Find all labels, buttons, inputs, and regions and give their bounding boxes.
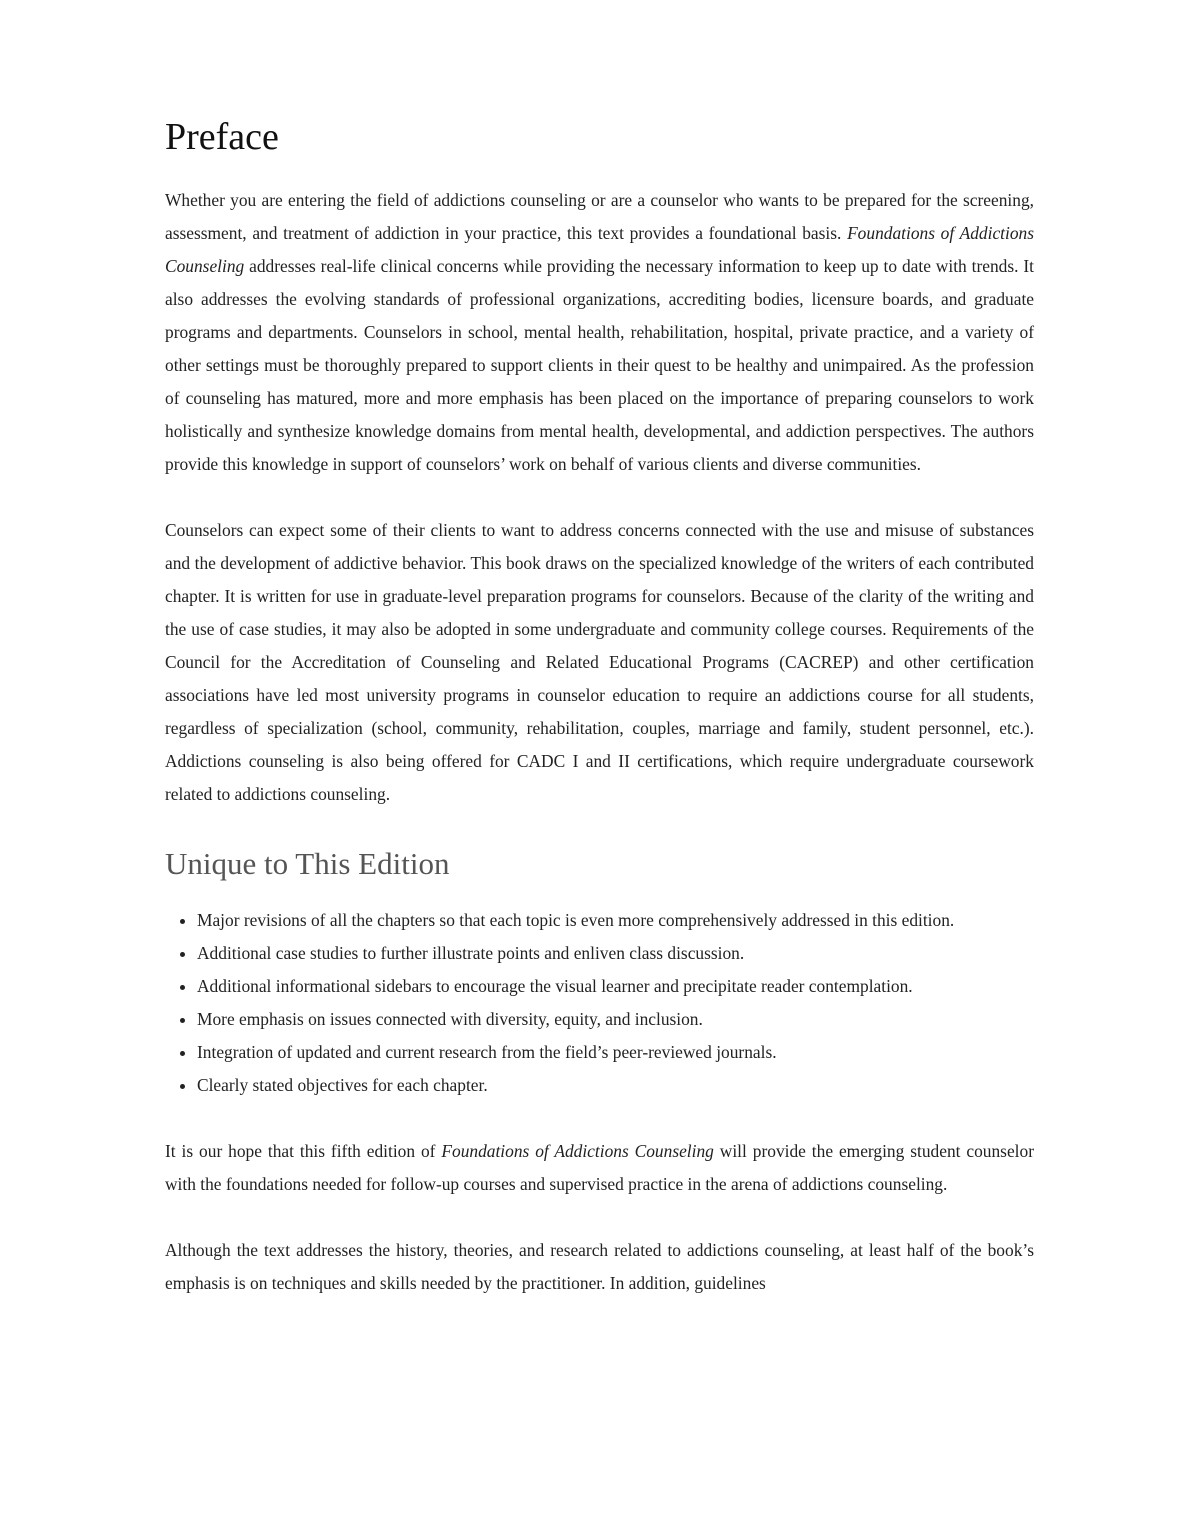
document-page <box>165 112 1034 1333</box>
list-item: • Major revisions of all the chapters so that each topic is even more comprehensively addressed in this edition. <box>197 904 1034 937</box>
paragraph-hope <box>165 1135 1034 1201</box>
list-item: • Additional case studies to further illustrate points and enliven class discussion. <box>197 937 1034 970</box>
list-item: • Additional informational sidebars to encourage the visual learner and precipitate reader contemplation. <box>197 970 1034 1003</box>
paragraph-hope-part-1: It is our hope that this fifth edition of <box>165 1141 442 1161</box>
list-item: • More emphasis on issues connected with diversity, equity, and inclusion. <box>197 1003 1034 1036</box>
page-title: Preface <box>165 116 279 158</box>
paragraph-hope-part-2: will provide the emerging student counselor with the foundations needed for follow-up courses and supervised practice in the arena of addictions counseling. <box>165 1141 1034 1194</box>
paragraph-intro-part-2: addresses real-life clinical concerns while providing the necessary information to keep up to date with trends. It also addresses the evolving standards of professional organizations, accrediting bodies, licensure boards, and graduate programs and departments. Counselors in school, mental health, rehabilitation, hospital, private practice, and a variety of other settings must be thoroughly prepared to support clients in their quest to be healthy and unimpaired. As the profession of counseling has matured, more and more emphasis has been placed on the importance of preparing counselors to work holistically and synthesize knowledge domains from mental health, developmental, and addiction perspectives. The authors provide this knowledge in support of counselors’ work on behalf of various clients and diverse communities. <box>165 256 1034 474</box>
paragraph-emphasis: Although the text addresses the history, theories, and research related to addictions counseling, at least half of the book’s emphasis is on techniques and skills needed by the practitioner. In addition, guidelines <box>165 1240 1034 1293</box>
list-item: • Clearly stated objectives for each chapter. <box>197 1069 1034 1102</box>
unique-features-list <box>165 904 1034 1102</box>
book-title-italic: Foundations of Addictions Counseling <box>165 223 1034 276</box>
book-title-italic: Foundations of Addictions Counseling <box>441 1141 714 1161</box>
list-item: • Integration of updated and current research from the field’s peer-reviewed journals. <box>197 1036 1034 1069</box>
paragraph-intro-part-1: Whether you are entering the field of addictions counseling or are a counselor who wants to be prepared for the screening, assessment, and treatment of addiction in your practice, this text provides a foundational basis. <box>165 190 1034 243</box>
paragraph-audience: Counselors can expect some of their clients to want to address concerns connected with the use and misuse of substances and the development of addictive behavior. This book draws on the specialized knowledge of the writers of each contributed chapter. It is written for use in graduate-level preparation programs for counselors. Because of the clarity of the writing and the use of case studies, it may also be adopted in some undergraduate and community college courses. Requirements of the Council for the Accreditation of Counseling and Related Educational Programs (CACREP) and other certification associations have led most university programs in counselor education to require an addictions course for all students, regardless of specialization (school, community, rehabilitation, couples, marriage and family, student personnel, etc.). Addictions counseling is also being offered for CADC I and II certifications, which require undergraduate coursework related to addictions counseling. <box>165 520 1034 804</box>
section-heading-unique: Unique to This Edition <box>165 846 450 881</box>
paragraph-intro <box>165 184 1034 481</box>
